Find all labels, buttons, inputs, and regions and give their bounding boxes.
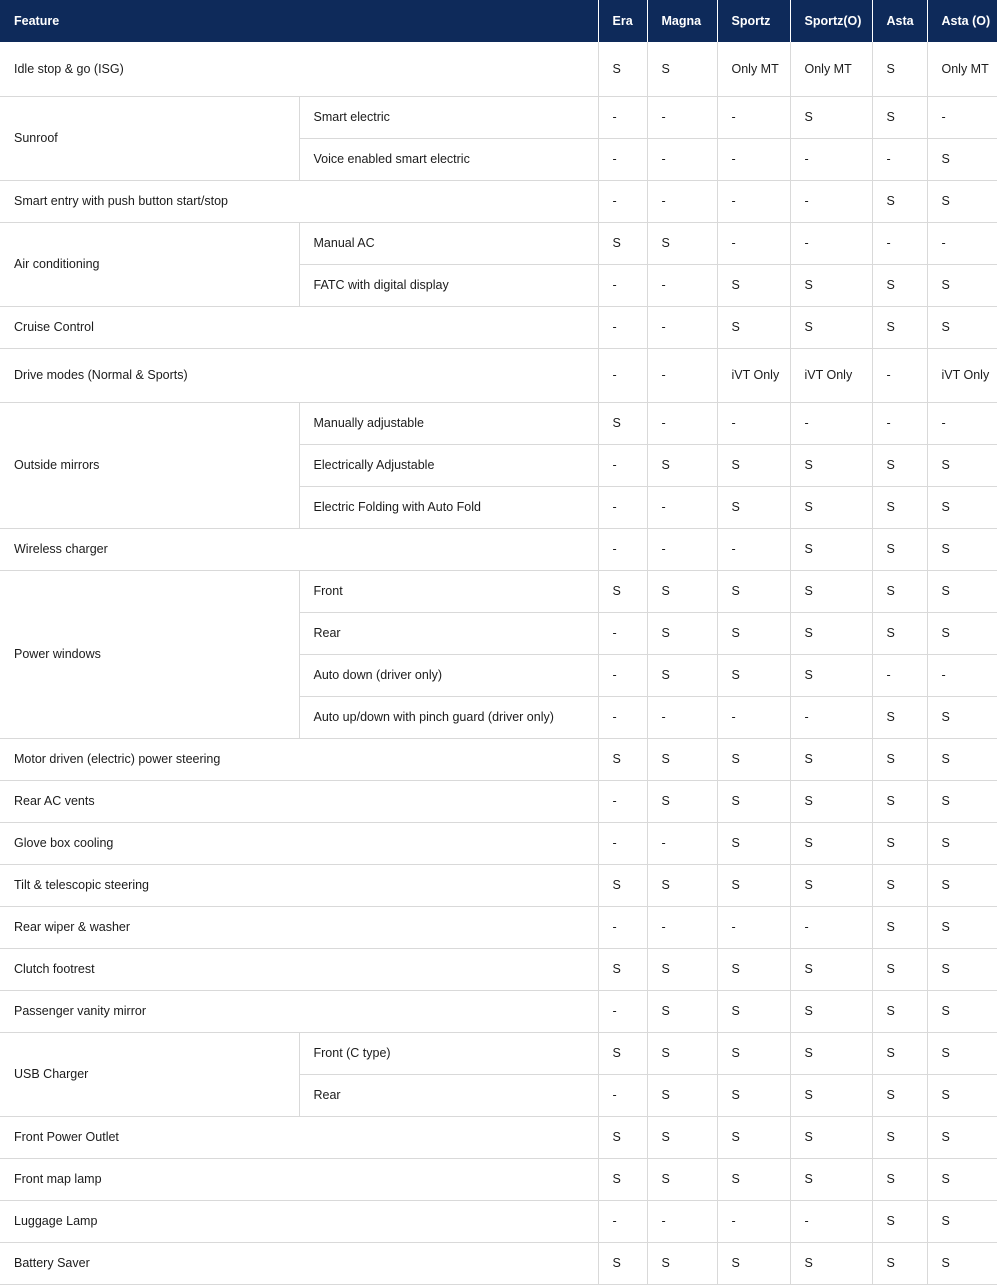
value-cell: S <box>927 306 997 348</box>
value-cell: S <box>790 822 872 864</box>
value-cell: S <box>647 42 717 96</box>
value-cell: S <box>598 1116 647 1158</box>
value-cell: S <box>647 1158 717 1200</box>
value-cell: - <box>790 402 872 444</box>
value-cell: S <box>790 1116 872 1158</box>
table-row <box>0 96 997 138</box>
feature-name: Smart entry with push button start/stop <box>0 180 598 222</box>
value-cell: S <box>717 570 790 612</box>
value-cell: - <box>647 138 717 180</box>
value-cell: S <box>790 1032 872 1074</box>
value-cell: S <box>790 612 872 654</box>
feature-name: Wireless charger <box>0 528 598 570</box>
value-cell: S <box>872 1242 927 1284</box>
value-cell: - <box>598 264 647 306</box>
value-cell: S <box>927 1242 997 1284</box>
value-cell: S <box>717 1074 790 1116</box>
table-row <box>0 348 997 402</box>
value-cell: S <box>598 948 647 990</box>
value-cell: S <box>790 486 872 528</box>
header-variant-asta-o: Asta (O) <box>927 0 997 42</box>
value-cell: S <box>872 96 927 138</box>
value-cell: - <box>927 222 997 264</box>
value-cell: S <box>872 612 927 654</box>
feature-name: Battery Saver <box>0 1242 598 1284</box>
table-row <box>0 864 997 906</box>
sub-feature-name: Electric Folding with Auto Fold <box>299 486 598 528</box>
value-cell: S <box>598 738 647 780</box>
value-cell: - <box>872 654 927 696</box>
value-cell: S <box>790 948 872 990</box>
feature-name: Luggage Lamp <box>0 1200 598 1242</box>
value-cell: S <box>872 180 927 222</box>
value-cell: S <box>927 138 997 180</box>
value-cell: S <box>927 948 997 990</box>
value-cell: - <box>598 1074 647 1116</box>
feature-name: Drive modes (Normal & Sports) <box>0 348 598 402</box>
value-cell: S <box>717 612 790 654</box>
value-cell: S <box>598 222 647 264</box>
value-cell: iVT Only <box>790 348 872 402</box>
value-cell: - <box>598 138 647 180</box>
feature-name: Passenger vanity mirror <box>0 990 598 1032</box>
sub-feature-name: Rear <box>299 612 598 654</box>
value-cell: S <box>790 990 872 1032</box>
value-cell: - <box>647 696 717 738</box>
value-cell: S <box>790 1074 872 1116</box>
value-cell: - <box>647 264 717 306</box>
value-cell: S <box>872 264 927 306</box>
value-cell: - <box>598 444 647 486</box>
feature-name: Front map lamp <box>0 1158 598 1200</box>
value-cell: - <box>598 486 647 528</box>
value-cell: - <box>647 528 717 570</box>
value-cell: - <box>790 696 872 738</box>
value-cell: S <box>790 864 872 906</box>
value-cell: - <box>647 906 717 948</box>
table-header <box>0 0 997 42</box>
value-cell: S <box>927 822 997 864</box>
table-row <box>0 1242 997 1284</box>
sub-feature-name: Manually adjustable <box>299 402 598 444</box>
value-cell: - <box>598 1200 647 1242</box>
value-cell: - <box>598 780 647 822</box>
value-cell: S <box>717 654 790 696</box>
value-cell: S <box>872 1116 927 1158</box>
value-cell: S <box>872 990 927 1032</box>
value-cell: S <box>647 654 717 696</box>
value-cell: - <box>598 612 647 654</box>
value-cell: S <box>872 444 927 486</box>
value-cell: - <box>717 528 790 570</box>
value-cell: S <box>717 738 790 780</box>
sub-feature-name: Smart electric <box>299 96 598 138</box>
value-cell: - <box>927 402 997 444</box>
feature-name: Rear wiper & washer <box>0 906 598 948</box>
value-cell: S <box>927 528 997 570</box>
header-variant-era: Era <box>598 0 647 42</box>
value-cell: S <box>927 612 997 654</box>
sub-feature-name: Auto down (driver only) <box>299 654 598 696</box>
feature-name: Glove box cooling <box>0 822 598 864</box>
value-cell: S <box>717 1032 790 1074</box>
value-cell: - <box>790 222 872 264</box>
value-cell: S <box>927 486 997 528</box>
table-body <box>0 42 997 1284</box>
value-cell: - <box>598 696 647 738</box>
value-cell: S <box>647 990 717 1032</box>
value-cell: S <box>717 264 790 306</box>
value-cell: S <box>647 612 717 654</box>
value-cell: S <box>647 780 717 822</box>
value-cell: S <box>717 306 790 348</box>
value-cell: S <box>717 864 790 906</box>
value-cell: - <box>647 348 717 402</box>
table-row <box>0 948 997 990</box>
value-cell: - <box>790 180 872 222</box>
value-cell: S <box>927 738 997 780</box>
value-cell: S <box>872 1032 927 1074</box>
value-cell: - <box>927 654 997 696</box>
value-cell: S <box>872 1200 927 1242</box>
value-cell: S <box>790 780 872 822</box>
sub-feature-name: Voice enabled smart electric <box>299 138 598 180</box>
value-cell: S <box>598 570 647 612</box>
table-row <box>0 822 997 864</box>
value-cell: S <box>647 222 717 264</box>
value-cell: S <box>872 528 927 570</box>
value-cell: - <box>927 96 997 138</box>
value-cell: S <box>717 444 790 486</box>
value-cell: S <box>647 1116 717 1158</box>
value-cell: - <box>717 402 790 444</box>
value-cell: - <box>647 180 717 222</box>
value-cell: S <box>927 1116 997 1158</box>
value-cell: - <box>872 138 927 180</box>
value-cell: S <box>872 780 927 822</box>
value-cell: - <box>598 654 647 696</box>
header-variant-asta: Asta <box>872 0 927 42</box>
feature-name: USB Charger <box>0 1032 299 1116</box>
feature-name: Clutch footrest <box>0 948 598 990</box>
feature-name: Outside mirrors <box>0 402 299 528</box>
sub-feature-name: Front <box>299 570 598 612</box>
value-cell: S <box>790 654 872 696</box>
sub-feature-name: Auto up/down with pinch guard (driver only) <box>299 696 598 738</box>
value-cell: S <box>790 738 872 780</box>
value-cell: - <box>647 1200 717 1242</box>
value-cell: S <box>872 1158 927 1200</box>
value-cell: S <box>647 1242 717 1284</box>
table-row <box>0 528 997 570</box>
value-cell: - <box>790 1200 872 1242</box>
value-cell: S <box>790 528 872 570</box>
table-row <box>0 906 997 948</box>
sub-feature-name: Electrically Adjustable <box>299 444 598 486</box>
value-cell: - <box>598 990 647 1032</box>
header-variant-magna: Magna <box>647 0 717 42</box>
value-cell: - <box>647 306 717 348</box>
table-row <box>0 306 997 348</box>
feature-name: Tilt & telescopic steering <box>0 864 598 906</box>
value-cell: - <box>872 348 927 402</box>
table-row <box>0 1032 997 1074</box>
value-cell: Only MT <box>717 42 790 96</box>
header-feature: Feature <box>0 0 598 42</box>
sub-feature-name: Rear <box>299 1074 598 1116</box>
value-cell: S <box>927 1158 997 1200</box>
value-cell: S <box>790 96 872 138</box>
value-cell: S <box>872 948 927 990</box>
header-variant-sportz: Sportz <box>717 0 790 42</box>
table-row <box>0 738 997 780</box>
value-cell: - <box>717 222 790 264</box>
value-cell: S <box>872 738 927 780</box>
value-cell: S <box>598 1158 647 1200</box>
value-cell: S <box>598 1242 647 1284</box>
table-row <box>0 1158 997 1200</box>
value-cell: S <box>647 444 717 486</box>
value-cell: S <box>927 180 997 222</box>
table-row <box>0 402 997 444</box>
table-row <box>0 570 997 612</box>
value-cell: - <box>598 528 647 570</box>
value-cell: - <box>598 906 647 948</box>
feature-name: Rear AC vents <box>0 780 598 822</box>
header-variant-sportz-o: Sportz(O) <box>790 0 872 42</box>
value-cell: S <box>872 696 927 738</box>
value-cell: S <box>647 1074 717 1116</box>
value-cell: iVT Only <box>717 348 790 402</box>
table-row <box>0 1200 997 1242</box>
feature-name: Sunroof <box>0 96 299 180</box>
table-row <box>0 42 997 96</box>
value-cell: S <box>790 306 872 348</box>
value-cell: iVT Only <box>927 348 997 402</box>
value-cell: S <box>872 486 927 528</box>
feature-name: Power windows <box>0 570 299 738</box>
value-cell: S <box>927 444 997 486</box>
feature-name: Cruise Control <box>0 306 598 348</box>
value-cell: - <box>647 402 717 444</box>
value-cell: - <box>717 138 790 180</box>
value-cell: S <box>927 1200 997 1242</box>
value-cell: S <box>927 1032 997 1074</box>
value-cell: - <box>647 96 717 138</box>
value-cell: S <box>927 906 997 948</box>
value-cell: S <box>790 264 872 306</box>
value-cell: S <box>790 570 872 612</box>
value-cell: S <box>872 570 927 612</box>
value-cell: S <box>647 864 717 906</box>
value-cell: S <box>927 864 997 906</box>
value-cell: S <box>717 780 790 822</box>
value-cell: - <box>598 180 647 222</box>
value-cell: S <box>790 444 872 486</box>
value-cell: S <box>790 1158 872 1200</box>
value-cell: - <box>717 906 790 948</box>
value-cell: S <box>717 1116 790 1158</box>
sub-feature-name: FATC with digital display <box>299 264 598 306</box>
value-cell: - <box>717 696 790 738</box>
value-cell: S <box>872 864 927 906</box>
value-cell: - <box>598 96 647 138</box>
table-row <box>0 1116 997 1158</box>
value-cell: S <box>872 906 927 948</box>
value-cell: S <box>598 402 647 444</box>
value-cell: - <box>872 222 927 264</box>
sub-feature-name: Front (C type) <box>299 1032 598 1074</box>
value-cell: S <box>717 948 790 990</box>
value-cell: - <box>790 138 872 180</box>
value-cell: - <box>598 822 647 864</box>
value-cell: S <box>717 822 790 864</box>
value-cell: S <box>790 1242 872 1284</box>
value-cell: - <box>598 306 647 348</box>
value-cell: S <box>717 1242 790 1284</box>
value-cell: S <box>872 42 927 96</box>
value-cell: S <box>927 570 997 612</box>
value-cell: S <box>647 570 717 612</box>
value-cell: S <box>598 864 647 906</box>
value-cell: - <box>647 822 717 864</box>
value-cell: - <box>872 402 927 444</box>
value-cell: - <box>790 906 872 948</box>
value-cell: - <box>598 348 647 402</box>
value-cell: Only MT <box>927 42 997 96</box>
value-cell: S <box>872 306 927 348</box>
value-cell: Only MT <box>790 42 872 96</box>
value-cell: - <box>717 96 790 138</box>
value-cell: S <box>647 738 717 780</box>
value-cell: - <box>717 1200 790 1242</box>
header-row <box>0 0 997 42</box>
value-cell: - <box>717 180 790 222</box>
table-row <box>0 222 997 264</box>
feature-name: Front Power Outlet <box>0 1116 598 1158</box>
table-row <box>0 780 997 822</box>
value-cell: S <box>927 264 997 306</box>
value-cell: S <box>717 1158 790 1200</box>
feature-name: Motor driven (electric) power steering <box>0 738 598 780</box>
value-cell: S <box>927 696 997 738</box>
value-cell: S <box>927 1074 997 1116</box>
value-cell: S <box>598 42 647 96</box>
table-row <box>0 180 997 222</box>
value-cell: S <box>717 990 790 1032</box>
table-row <box>0 990 997 1032</box>
value-cell: S <box>717 486 790 528</box>
value-cell: - <box>647 486 717 528</box>
value-cell: S <box>647 1032 717 1074</box>
value-cell: S <box>598 1032 647 1074</box>
sub-feature-name: Manual AC <box>299 222 598 264</box>
value-cell: S <box>927 780 997 822</box>
value-cell: S <box>647 948 717 990</box>
feature-name: Air conditioning <box>0 222 299 306</box>
value-cell: S <box>872 1074 927 1116</box>
feature-name: Idle stop & go (ISG) <box>0 42 598 96</box>
value-cell: S <box>872 822 927 864</box>
value-cell: S <box>927 990 997 1032</box>
